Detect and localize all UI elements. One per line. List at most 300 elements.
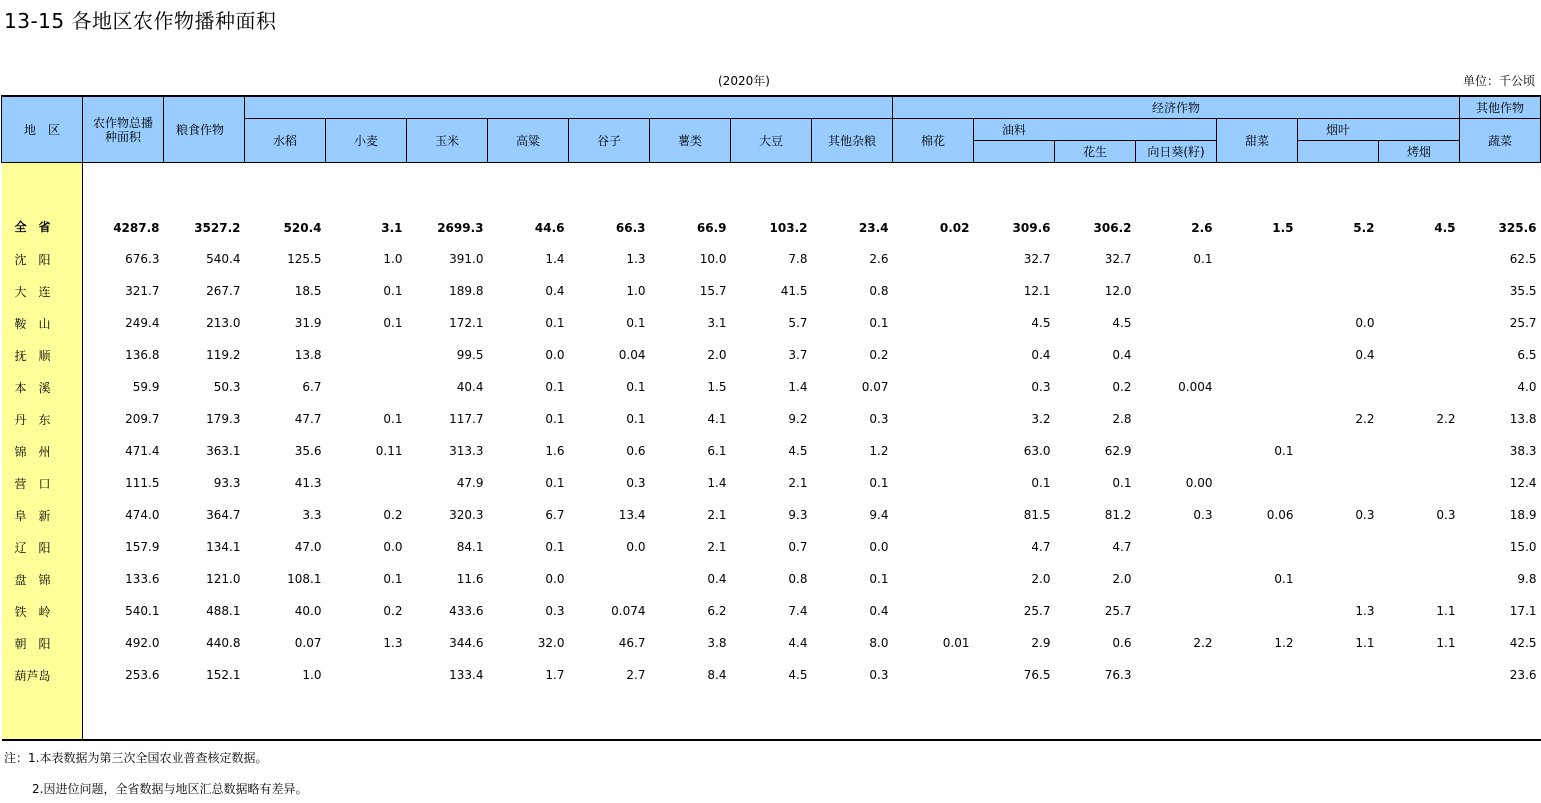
header-other-grain: 其他杂粮	[812, 119, 893, 163]
header-tobacco-blank	[1298, 141, 1379, 163]
header-oilseed-blank	[974, 141, 1055, 163]
note-1: 注：1.本表数据为第三次全国农业普查核定数据。	[4, 751, 268, 765]
value-cell	[1136, 435, 1217, 467]
value-cell: 0.7	[788, 540, 808, 554]
value-cell	[1379, 659, 1460, 691]
value-cell	[1217, 595, 1298, 627]
value-cell: 249.4	[125, 316, 160, 330]
value-cell: 5.7	[788, 316, 808, 330]
value-cell: 76.3	[1104, 668, 1132, 682]
value-cell: 0.1	[545, 540, 565, 554]
value-cell: 50.3	[213, 380, 241, 394]
value-cell: 0.1	[626, 412, 646, 426]
value-cell	[1136, 307, 1217, 339]
value-cell: 0.04	[618, 348, 646, 362]
value-cell: 1.0	[383, 252, 403, 266]
value-cell	[1298, 659, 1379, 691]
value-cell: 2.1	[788, 476, 808, 490]
value-cell: 676.3	[125, 252, 160, 266]
value-cell: 540.4	[206, 252, 241, 266]
value-cell	[1379, 307, 1460, 339]
value-cell: 32.7	[1104, 252, 1132, 266]
value-cell: 6.5	[1517, 348, 1537, 362]
value-cell: 0.1	[626, 380, 646, 394]
value-cell: 35.5	[1509, 284, 1537, 298]
value-cell	[893, 563, 974, 595]
value-cell: 1.2	[1274, 636, 1294, 650]
table-row	[2, 627, 1541, 659]
value-cell	[569, 563, 650, 595]
value-cell: 9.2	[788, 412, 808, 426]
value-cell	[1298, 243, 1379, 275]
year-label: (2020年)	[718, 74, 770, 88]
value-cell: 3.2	[1031, 412, 1051, 426]
value-cell	[1136, 595, 1217, 627]
value-cell: 209.7	[125, 412, 160, 426]
header-cotton: 棉花	[893, 119, 974, 163]
header-soybean: 大豆	[731, 119, 812, 163]
value-cell: 157.9	[125, 540, 160, 554]
spacer-cell	[2, 163, 83, 184]
value-cell	[1217, 307, 1298, 339]
value-cell	[893, 499, 974, 531]
value-cell	[1217, 371, 1298, 403]
value-cell: 41.5	[780, 284, 808, 298]
value-cell: 25.7	[1104, 604, 1132, 618]
value-cell: 40.0	[294, 604, 322, 618]
value-cell: 9.3	[788, 508, 808, 522]
value-cell: 0.004	[1178, 380, 1213, 394]
value-cell: 63.0	[1023, 444, 1051, 458]
value-cell: 1.2	[869, 444, 889, 458]
value-cell	[1379, 435, 1460, 467]
value-cell: 13.8	[1509, 412, 1537, 426]
table-row	[2, 435, 1541, 467]
value-cell: 0.1	[383, 412, 403, 426]
value-cell: 0.1	[1031, 476, 1051, 490]
header-total: 农作物总播种面积	[83, 96, 164, 163]
value-cell: 0.1	[869, 476, 889, 490]
value-cell: 488.1	[206, 604, 241, 618]
value-cell	[1379, 243, 1460, 275]
table-row	[2, 339, 1541, 371]
value-cell: 0.1	[626, 316, 646, 330]
header-wheat: 小麦	[326, 119, 407, 163]
value-cell: 32.7	[1023, 252, 1051, 266]
value-cell	[1379, 275, 1460, 307]
table-row	[2, 307, 1541, 339]
value-cell: 4.1	[707, 412, 727, 426]
value-cell: 42.5	[1509, 636, 1537, 650]
value-cell: 0.6	[1112, 636, 1132, 650]
header-grain-blank	[245, 96, 893, 119]
value-cell: 41.3	[294, 476, 322, 490]
value-cell: 12.1	[1023, 284, 1051, 298]
header-tobacco: 烟叶	[1298, 119, 1460, 141]
region-cell: 朝 阳	[2, 627, 83, 659]
value-cell: 0.4	[545, 284, 565, 298]
value-cell: 0.3	[626, 476, 646, 490]
value-cell	[893, 243, 974, 275]
region-cell: 丹 东	[2, 403, 83, 435]
value-cell: 18.5	[294, 284, 322, 298]
value-cell	[893, 403, 974, 435]
value-cell: 0.8	[788, 572, 808, 586]
value-cell: 47.9	[456, 476, 484, 490]
value-cell: 0.1	[383, 572, 403, 586]
value-cell: 8.0	[869, 636, 889, 650]
value-cell: 121.0	[206, 572, 241, 586]
value-cell: 7.8	[788, 252, 808, 266]
value-cell: 84.1	[456, 540, 484, 554]
value-cell	[1217, 403, 1298, 435]
value-cell: 103.2	[769, 221, 808, 235]
table-row	[2, 499, 1541, 531]
value-cell: 32.0	[537, 636, 565, 650]
value-cell: 81.2	[1104, 508, 1132, 522]
header-millet: 谷子	[569, 119, 650, 163]
table-row	[2, 243, 1541, 275]
value-cell: 62.5	[1509, 252, 1537, 266]
value-cell: 3.1	[707, 316, 727, 330]
value-cell: 1.0	[626, 284, 646, 298]
value-cell	[1217, 275, 1298, 307]
region-cell: 本 溪	[2, 371, 83, 403]
value-cell: 3.7	[788, 348, 808, 362]
value-cell: 0.1	[545, 412, 565, 426]
table-row	[2, 595, 1541, 627]
value-cell: 11.6	[456, 572, 484, 586]
value-cell: 433.6	[449, 604, 484, 618]
value-cell: 1.6	[545, 444, 565, 458]
value-cell: 76.5	[1023, 668, 1051, 682]
value-cell: 2.0	[707, 348, 727, 362]
value-cell: 0.3	[545, 604, 565, 618]
header-vegetables: 蔬菜	[1460, 119, 1541, 163]
value-cell: 4.0	[1517, 380, 1537, 394]
value-cell: 253.6	[125, 668, 160, 682]
value-cell	[893, 659, 974, 691]
value-cell	[1298, 435, 1379, 467]
value-cell: 111.5	[125, 476, 160, 490]
value-cell: 6.7	[302, 380, 322, 394]
header-sugar-beet: 甜菜	[1217, 119, 1298, 163]
value-cell: 23.6	[1509, 668, 1537, 682]
value-cell: 0.4	[1031, 348, 1051, 362]
value-cell: 3.1	[381, 221, 403, 235]
value-cell: 99.5	[456, 348, 484, 362]
value-cell: 7.4	[788, 604, 808, 618]
value-cell: 0.1	[545, 316, 565, 330]
value-cell: 1.3	[1355, 604, 1375, 618]
value-cell: 1.4	[707, 476, 727, 490]
crop-area-table	[1, 95, 1541, 741]
value-cell	[1379, 339, 1460, 371]
value-cell: 325.6	[1498, 221, 1537, 235]
value-cell: 0.4	[1355, 348, 1375, 362]
value-cell: 0.1	[869, 572, 889, 586]
value-cell	[1217, 659, 1298, 691]
header-peanut: 花生	[1055, 141, 1136, 163]
page-title: 13-15 各地区农作物播种面积	[4, 9, 277, 33]
value-cell: 17.1	[1509, 604, 1537, 618]
value-cell: 6.7	[545, 508, 565, 522]
value-cell: 117.7	[449, 412, 484, 426]
value-cell: 2.2	[1355, 412, 1375, 426]
value-cell: 47.0	[294, 540, 322, 554]
value-cell: 520.4	[283, 221, 322, 235]
value-cell: 9.4	[869, 508, 889, 522]
value-cell: 119.2	[206, 348, 241, 362]
value-cell: 2.9	[1031, 636, 1051, 650]
value-cell: 9.8	[1517, 572, 1537, 586]
value-cell: 1.7	[545, 668, 565, 682]
value-cell	[1217, 339, 1298, 371]
value-cell	[1217, 243, 1298, 275]
value-cell: 93.3	[213, 476, 241, 490]
value-cell: 0.4	[707, 572, 727, 586]
value-cell: 0.3	[869, 412, 889, 426]
value-cell	[1136, 563, 1217, 595]
region-cell: 盘 锦	[2, 563, 83, 595]
value-cell	[1217, 467, 1298, 499]
value-cell: 6.2	[707, 604, 727, 618]
value-cell	[1136, 275, 1217, 307]
value-cell: 0.4	[1112, 348, 1132, 362]
region-cell: 锦 州	[2, 435, 83, 467]
region-cell: 鞍 山	[2, 307, 83, 339]
value-cell: 0.3	[869, 668, 889, 682]
value-cell: 391.0	[449, 252, 484, 266]
value-cell	[1298, 467, 1379, 499]
value-cell: 2.1	[707, 540, 727, 554]
value-cell: 3527.2	[194, 221, 241, 235]
value-cell: 0.0	[869, 540, 889, 554]
table-row	[2, 563, 1541, 595]
value-cell: 5.2	[1353, 221, 1375, 235]
value-cell: 133.4	[449, 668, 484, 682]
value-cell: 0.00	[1185, 476, 1213, 490]
value-cell	[1217, 531, 1298, 563]
value-cell: 136.8	[125, 348, 160, 362]
value-cell: 0.06	[1266, 508, 1294, 522]
table-filler-row	[2, 691, 1541, 740]
value-cell: 0.2	[383, 604, 403, 618]
value-cell: 15.7	[699, 284, 727, 298]
value-cell	[1379, 467, 1460, 499]
value-cell: 0.1	[1112, 476, 1132, 490]
value-cell: 0.3	[1355, 508, 1375, 522]
value-cell: 1.4	[788, 380, 808, 394]
header-economic: 经济作物	[893, 96, 1460, 119]
value-cell	[326, 371, 407, 403]
value-cell: 321.7	[125, 284, 160, 298]
value-cell: 0.2	[869, 348, 889, 362]
value-cell: 0.4	[869, 604, 889, 618]
spacer-fill	[83, 163, 1541, 184]
value-cell	[1298, 531, 1379, 563]
value-cell: 474.0	[125, 508, 160, 522]
value-cell	[1298, 275, 1379, 307]
value-cell: 213.0	[206, 316, 241, 330]
header-grain: 粮食作物	[164, 96, 245, 163]
value-cell: 4.5	[788, 668, 808, 682]
value-cell: 0.1	[869, 316, 889, 330]
value-cell	[1298, 563, 1379, 595]
value-cell: 0.02	[939, 221, 970, 235]
value-cell	[1136, 531, 1217, 563]
value-cell: 10.0	[699, 252, 727, 266]
value-cell: 320.3	[449, 508, 484, 522]
value-cell: 2.7	[626, 668, 646, 682]
value-cell: 0.0	[545, 348, 565, 362]
value-cell: 0.8	[869, 284, 889, 298]
table-row-province	[2, 183, 1541, 243]
value-cell: 2699.3	[437, 221, 484, 235]
table-row	[2, 403, 1541, 435]
header-corn: 玉米	[407, 119, 488, 163]
value-cell: 25.7	[1023, 604, 1051, 618]
value-cell: 0.2	[383, 508, 403, 522]
value-cell: 35.6	[294, 444, 322, 458]
value-cell: 12.0	[1104, 284, 1132, 298]
value-cell: 3.8	[707, 636, 727, 650]
value-cell: 306.2	[1093, 221, 1132, 235]
value-cell: 0.2	[1112, 380, 1132, 394]
header-rice: 水稻	[245, 119, 326, 163]
value-cell: 492.0	[125, 636, 160, 650]
value-cell: 18.9	[1509, 508, 1537, 522]
value-cell: 59.9	[132, 380, 160, 394]
header-oilseed: 油料	[974, 119, 1217, 141]
value-cell: 23.4	[858, 221, 889, 235]
value-cell: 13.8	[294, 348, 322, 362]
value-cell: 66.3	[615, 221, 646, 235]
value-cell: 4.4	[788, 636, 808, 650]
value-cell	[1136, 659, 1217, 691]
filler-cell	[83, 691, 1541, 740]
value-cell: 540.1	[125, 604, 160, 618]
value-cell: 0.1	[545, 476, 565, 490]
value-cell	[893, 339, 974, 371]
value-cell: 4.7	[1031, 540, 1051, 554]
value-cell: 0.07	[861, 380, 889, 394]
value-cell: 0.3	[1193, 508, 1213, 522]
region-cell: 阜 新	[2, 499, 83, 531]
value-cell	[893, 435, 974, 467]
value-cell	[893, 275, 974, 307]
value-cell: 38.3	[1509, 444, 1537, 458]
value-cell	[326, 659, 407, 691]
value-cell	[1379, 563, 1460, 595]
unit-label: 单位：千公顷	[1462, 74, 1535, 88]
header-sunflower: 向日葵(籽)	[1136, 141, 1217, 163]
value-cell	[893, 531, 974, 563]
note-2: 2.因进位问题，全省数据与地区汇总数据略有差异。	[32, 782, 308, 796]
region-cell: 辽 阳	[2, 531, 83, 563]
value-cell: 0.6	[626, 444, 646, 458]
value-cell: 364.7	[206, 508, 241, 522]
value-cell: 2.2	[1436, 412, 1456, 426]
region-cell: 抚 顺	[2, 339, 83, 371]
table-row	[2, 275, 1541, 307]
value-cell	[1136, 403, 1217, 435]
value-cell: 47.7	[294, 412, 322, 426]
value-cell: 4.5	[1112, 316, 1132, 330]
value-cell: 0.1	[545, 380, 565, 394]
value-cell: 1.1	[1436, 604, 1456, 618]
value-cell: 4.5	[788, 444, 808, 458]
value-cell: 0.3	[1031, 380, 1051, 394]
value-cell: 1.5	[707, 380, 727, 394]
value-cell: 6.1	[707, 444, 727, 458]
value-cell: 471.4	[125, 444, 160, 458]
value-cell: 2.1	[707, 508, 727, 522]
value-cell: 4287.8	[113, 221, 160, 235]
value-cell: 81.5	[1023, 508, 1051, 522]
value-cell	[893, 371, 974, 403]
value-cell: 2.2	[1193, 636, 1213, 650]
value-cell: 25.7	[1509, 316, 1537, 330]
value-cell: 267.7	[206, 284, 241, 298]
value-cell	[1136, 339, 1217, 371]
table-row	[2, 659, 1541, 691]
value-cell: 0.3	[1436, 508, 1456, 522]
value-cell: 66.9	[696, 221, 727, 235]
value-cell: 44.6	[534, 221, 565, 235]
region-cell: 全 省	[2, 183, 83, 243]
value-cell: 2.0	[1031, 572, 1051, 586]
value-cell: 2.0	[1112, 572, 1132, 586]
value-cell: 46.7	[618, 636, 646, 650]
header-tubers: 薯类	[650, 119, 731, 163]
value-cell: 4.5	[1434, 221, 1456, 235]
region-cell: 营 口	[2, 467, 83, 499]
value-cell: 0.07	[294, 636, 322, 650]
value-cell: 0.0	[626, 540, 646, 554]
table-row	[2, 531, 1541, 563]
value-cell	[893, 467, 974, 499]
value-cell: 0.01	[942, 636, 970, 650]
value-cell: 0.0	[383, 540, 403, 554]
value-cell: 0.1	[1193, 252, 1213, 266]
value-cell: 8.4	[707, 668, 727, 682]
value-cell	[893, 307, 974, 339]
value-cell: 309.6	[1012, 221, 1051, 235]
value-cell: 189.8	[449, 284, 484, 298]
value-cell: 31.9	[294, 316, 322, 330]
value-cell	[326, 339, 407, 371]
value-cell: 108.1	[287, 572, 322, 586]
value-cell: 0.074	[611, 604, 646, 618]
value-cell: 4.7	[1112, 540, 1132, 554]
table-row	[2, 467, 1541, 499]
value-cell: 133.6	[125, 572, 160, 586]
region-cell: 大 连	[2, 275, 83, 307]
header-region: 地 区	[2, 96, 83, 163]
header-flue-tobacco: 烤烟	[1379, 141, 1460, 163]
value-cell: 2.8	[1112, 412, 1132, 426]
value-cell: 363.1	[206, 444, 241, 458]
header-sorghum: 高粱	[488, 119, 569, 163]
value-cell: 172.1	[449, 316, 484, 330]
value-cell: 12.4	[1509, 476, 1537, 490]
value-cell	[893, 595, 974, 627]
value-cell: 4.5	[1031, 316, 1051, 330]
value-cell: 152.1	[206, 668, 241, 682]
value-cell: 0.0	[545, 572, 565, 586]
value-cell: 15.0	[1509, 540, 1537, 554]
